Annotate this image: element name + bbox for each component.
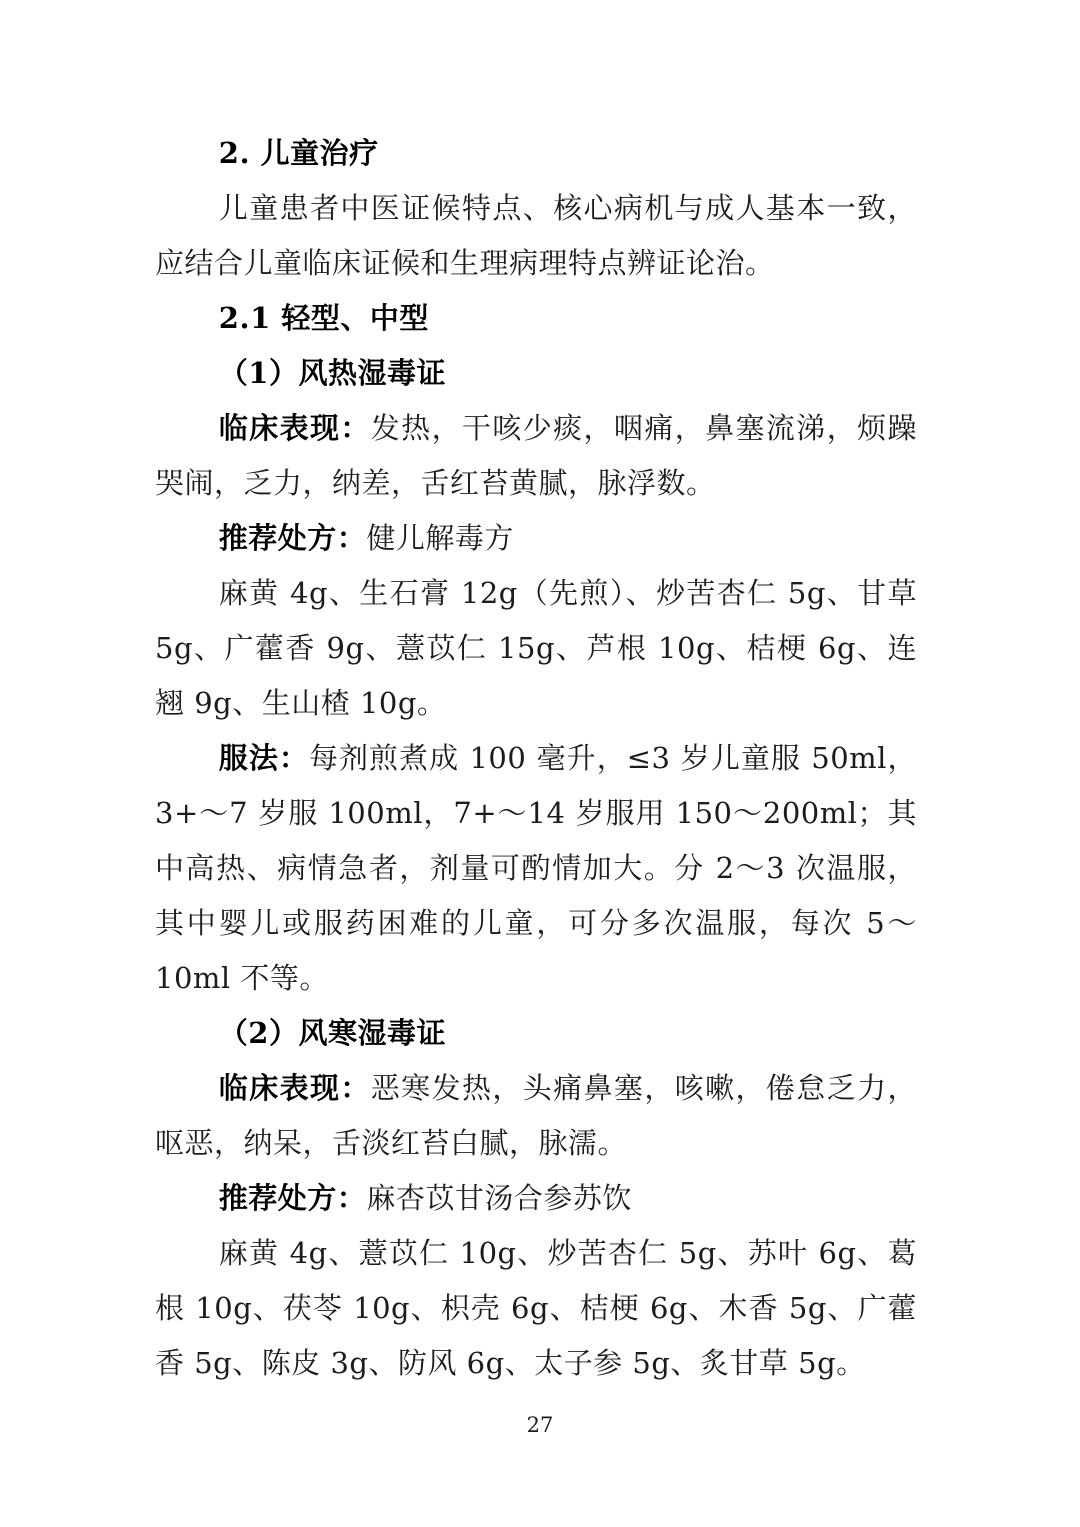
section-heading xyxy=(155,126,917,181)
text-run: 麻黄 4g、薏苡仁 10g、炒苦杏仁 5g、苏叶 6g、葛根 10g、茯苓 10g、枳壳 6g、桔梗 6g、木香 5g、广藿香 5g、陈皮 3g、防风 6g、太子参 5g、炙甘草 5g。 xyxy=(155,1236,917,1380)
bold-text-run: 推荐处方： xyxy=(218,1181,367,1215)
page-footer xyxy=(0,1412,1080,1438)
section-heading xyxy=(155,346,917,401)
body-paragraph xyxy=(155,566,917,731)
bold-text-run: 服法： xyxy=(218,741,309,775)
text-run: 发热，干咳少痰，咽痛，鼻塞流涕，烦躁哭闹，乏力，纳差，舌红苔黄腻，脉浮数。 xyxy=(155,411,917,500)
bold-text-run: （1）风热湿毒证 xyxy=(218,356,446,390)
bold-text-run: 临床表现： xyxy=(218,1071,371,1105)
bold-text-run: 2. 儿童治疗 xyxy=(218,136,379,170)
body-paragraph xyxy=(155,181,917,291)
text-run: 麻杏苡甘汤合参苏饮 xyxy=(366,1181,632,1215)
body-paragraph xyxy=(155,511,917,566)
body-paragraph xyxy=(155,1171,917,1226)
body-paragraph xyxy=(155,731,917,1006)
body-paragraph xyxy=(155,1061,917,1171)
text-run: 儿童患者中医证候特点、核心病机与成人基本一致，应结合儿童临床证候和生理病理特点辨证论治。 xyxy=(155,191,917,280)
bold-text-run: 临床表现： xyxy=(218,411,371,445)
document-body xyxy=(155,126,917,1391)
body-paragraph xyxy=(155,1226,917,1391)
body-paragraph xyxy=(155,401,917,511)
page-number: 27 xyxy=(526,1413,554,1437)
text-run: 健儿解毒方 xyxy=(366,521,514,555)
bold-text-run: 推荐处方： xyxy=(218,521,367,555)
text-run: 每剂煎煮成 100 毫升，≤3 岁儿童服 50ml，3+～7 岁服 100ml，7+～14 岁服用 150～200ml；其中高热、病情急者，剂量可酌情加大。分 2～3 次温服，其中婴儿或服药困难的儿童，可分多次温服，每次 5～10ml 不等。 xyxy=(155,741,917,995)
section-heading xyxy=(155,291,917,346)
bold-text-run: 2.1 轻型、中型 xyxy=(218,301,429,335)
text-run: 恶寒发热，头痛鼻塞，咳嗽，倦怠乏力，呕恶，纳呆，舌淡红苔白腻，脉濡。 xyxy=(155,1071,917,1160)
text-run: 麻黄 4g、生石膏 12g（先煎）、炒苦杏仁 5g、甘草 5g、广藿香 9g、薏苡仁 15g、芦根 10g、桔梗 6g、连翘 9g、生山楂 10g。 xyxy=(155,576,917,720)
bold-text-run: （2）风寒湿毒证 xyxy=(218,1016,446,1050)
section-heading xyxy=(155,1006,917,1061)
